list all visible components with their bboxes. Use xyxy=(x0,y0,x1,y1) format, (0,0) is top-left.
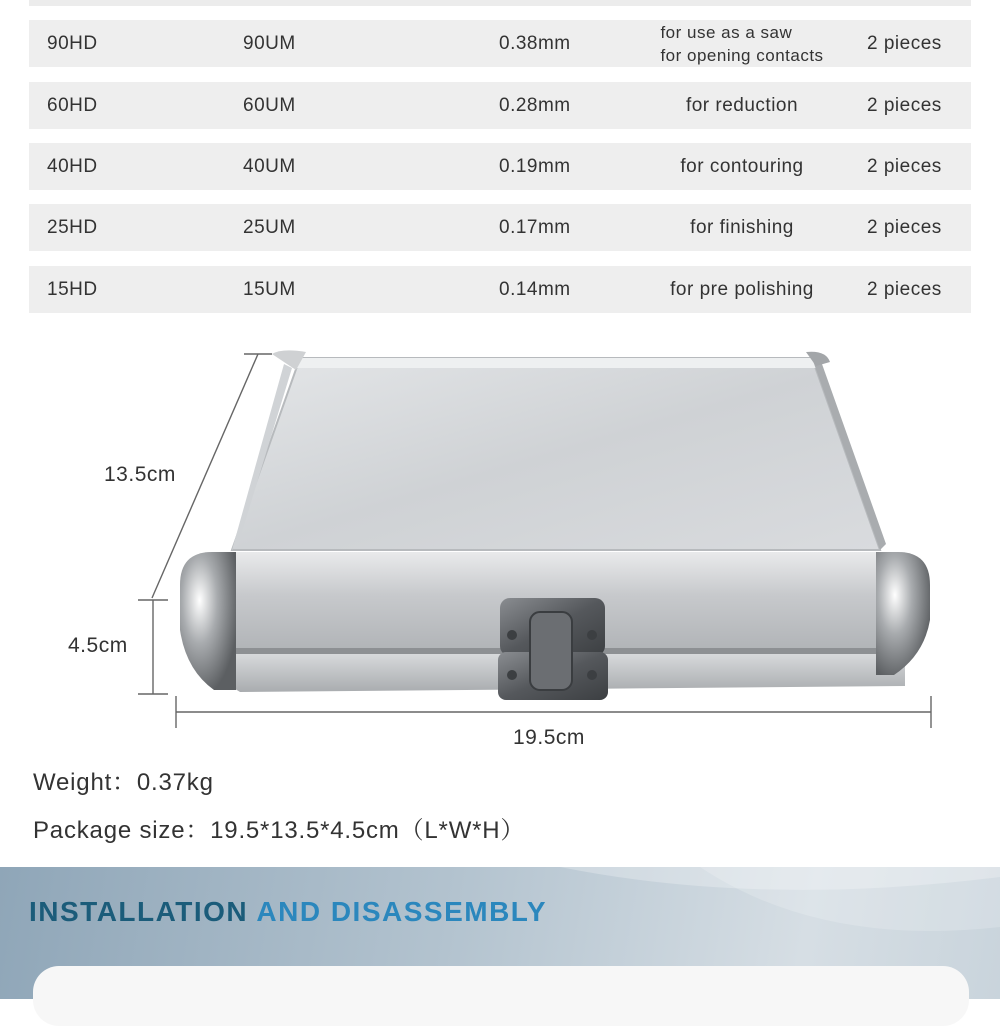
grit-um: 40UM xyxy=(243,155,296,177)
quantity: 2 pieces xyxy=(867,155,942,177)
height-dimension-label: 4.5cm xyxy=(68,634,128,657)
table-top-stripe xyxy=(29,0,971,6)
thickness: 0.38mm xyxy=(499,32,571,54)
installation-content-card xyxy=(33,966,969,1026)
quantity: 2 pieces xyxy=(867,32,942,54)
grit-um: 25UM xyxy=(243,216,296,238)
title-part-2: AND DISASSEMBLY xyxy=(248,896,548,927)
usage-line: for opening contacts xyxy=(660,45,824,65)
weight-text: Weight：0.37kg xyxy=(33,769,214,796)
package-size-text: Package size：19.5*13.5*4.5cm（L*W*H） xyxy=(33,817,526,844)
grit-hd: 90HD xyxy=(47,32,98,54)
width-dimension-label: 19.5cm xyxy=(513,726,585,749)
depth-dimension-label: 13.5cm xyxy=(104,463,176,486)
quantity: 2 pieces xyxy=(867,216,942,238)
grit-hd: 25HD xyxy=(47,216,98,238)
grit-um: 15UM xyxy=(243,278,296,300)
aluminum-case-image xyxy=(0,330,1000,770)
installation-title xyxy=(29,896,547,928)
table-row xyxy=(29,20,971,67)
usage: for contouring xyxy=(680,155,804,177)
table-row xyxy=(29,82,971,129)
usage: for reduction xyxy=(685,94,799,116)
usage xyxy=(660,21,823,67)
table-row xyxy=(29,143,971,190)
table-row xyxy=(29,204,971,251)
thickness: 0.14mm xyxy=(499,278,571,300)
product-illustration xyxy=(0,330,1000,770)
table-row xyxy=(29,266,971,313)
grit-hd: 60HD xyxy=(47,94,98,116)
usage: for pre polishing xyxy=(670,278,814,300)
grit-hd: 40HD xyxy=(47,155,98,177)
grit-um: 60UM xyxy=(243,94,296,116)
quantity: 2 pieces xyxy=(867,94,942,116)
thickness: 0.28mm xyxy=(499,94,571,116)
title-part-1: INSTALLATION xyxy=(29,896,249,927)
thickness: 0.19mm xyxy=(499,155,571,177)
thickness: 0.17mm xyxy=(499,216,571,238)
usage: for finishing xyxy=(690,216,794,238)
quantity: 2 pieces xyxy=(867,278,942,300)
grit-hd: 15HD xyxy=(47,278,98,300)
grit-um: 90UM xyxy=(243,32,296,54)
usage-line: for use as a saw xyxy=(660,22,793,42)
